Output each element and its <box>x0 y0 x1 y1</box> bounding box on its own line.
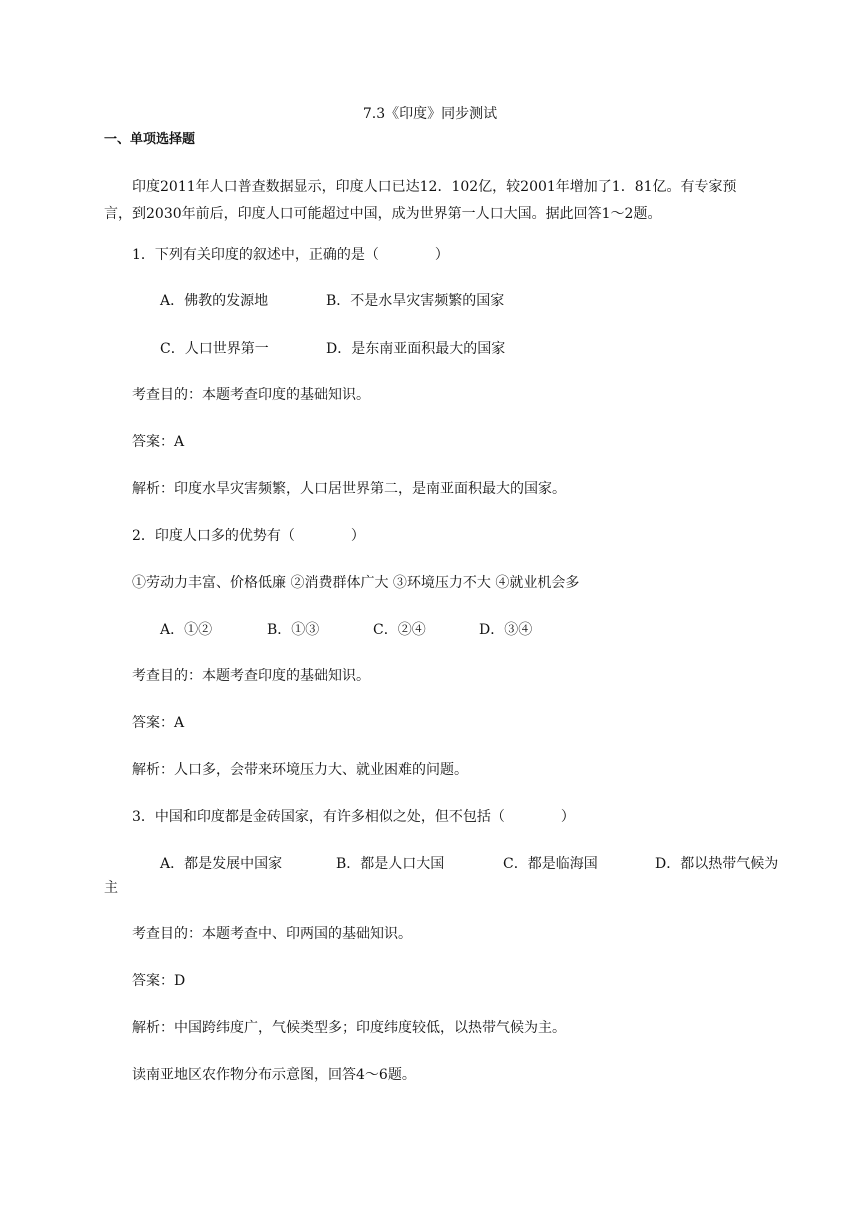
q2-stem: 2．印度人口多的优势有（ ） <box>132 528 365 544</box>
q3-option-a: A．都是发展中国家 <box>160 856 283 872</box>
q3-analysis: 解析：中国跨纬度广，气候类型多；印度纬度较低，以热带气候为主。 <box>132 1020 566 1036</box>
q1-option-c: C．人口世界第一 <box>160 341 269 357</box>
q3-option-d-continuation: 主 <box>104 880 118 896</box>
q2-option-a: A．①② <box>160 622 213 638</box>
q1-analysis: 解析：印度水旱灾害频繁，人口居世界第二，是南亚面积最大的国家。 <box>132 481 566 497</box>
section-heading: 一、单项选择题 <box>104 132 196 147</box>
q1-answer: 答案：A <box>132 434 185 450</box>
q2-option-d: D．③④ <box>479 622 533 638</box>
q3-answer: 答案：D <box>132 973 186 989</box>
q2-analysis: 解析：人口多，会带来环境压力大、就业困难的问题。 <box>132 762 468 778</box>
q1-options-row2 <box>104 336 764 363</box>
q3-option-b: B．都是人口大国 <box>336 856 445 872</box>
q3-options-row <box>104 851 779 878</box>
q3-stem: 3．中国和印度都是金砖国家，有许多相似之处，但不包括（ ） <box>132 809 575 825</box>
q2-option-b: B．①③ <box>267 622 320 638</box>
q1-option-b: B．不是水旱灾害频繁的国家 <box>326 293 505 309</box>
page-title: 7.3《印度》同步测试 <box>362 106 498 122</box>
intro-paragraph: 印度2011年人口普查数据显示，印度人口已达12．102亿，较2001年增加了1．81亿。有专家预言，到2030年前后，印度人口可能超过中国，成为世界第一人口大国。据此回答1～2题。 <box>104 179 737 222</box>
q2-option-c: C．②④ <box>373 622 426 638</box>
q3-option-c: C．都是临海国 <box>503 856 598 872</box>
q2-purpose: 考查目的：本题考查印度的基础知识。 <box>132 668 370 684</box>
q1-option-a: A．佛教的发源地 <box>160 293 269 309</box>
q2-options-row <box>104 617 764 644</box>
map-intro: 读南亚地区农作物分布示意图，回答4～6题。 <box>132 1067 416 1083</box>
q1-options-row1 <box>104 288 764 315</box>
q1-purpose: 考查目的：本题考查印度的基础知识。 <box>132 387 370 403</box>
q1-option-d: D．是东南亚面积最大的国家 <box>326 341 506 357</box>
q3-option-d: D．都以热带气候为 <box>655 856 779 872</box>
q3-purpose: 考查目的：本题考查中、印两国的基础知识。 <box>132 926 412 942</box>
q1-stem: 1．下列有关印度的叙述中，正确的是（ ） <box>132 247 449 263</box>
q2-answer: 答案：A <box>132 715 185 731</box>
q2-choices: ①劳动力丰富、价格低廉 ②消费群体广大 ③环境压力不大 ④就业机会多 <box>132 575 580 591</box>
